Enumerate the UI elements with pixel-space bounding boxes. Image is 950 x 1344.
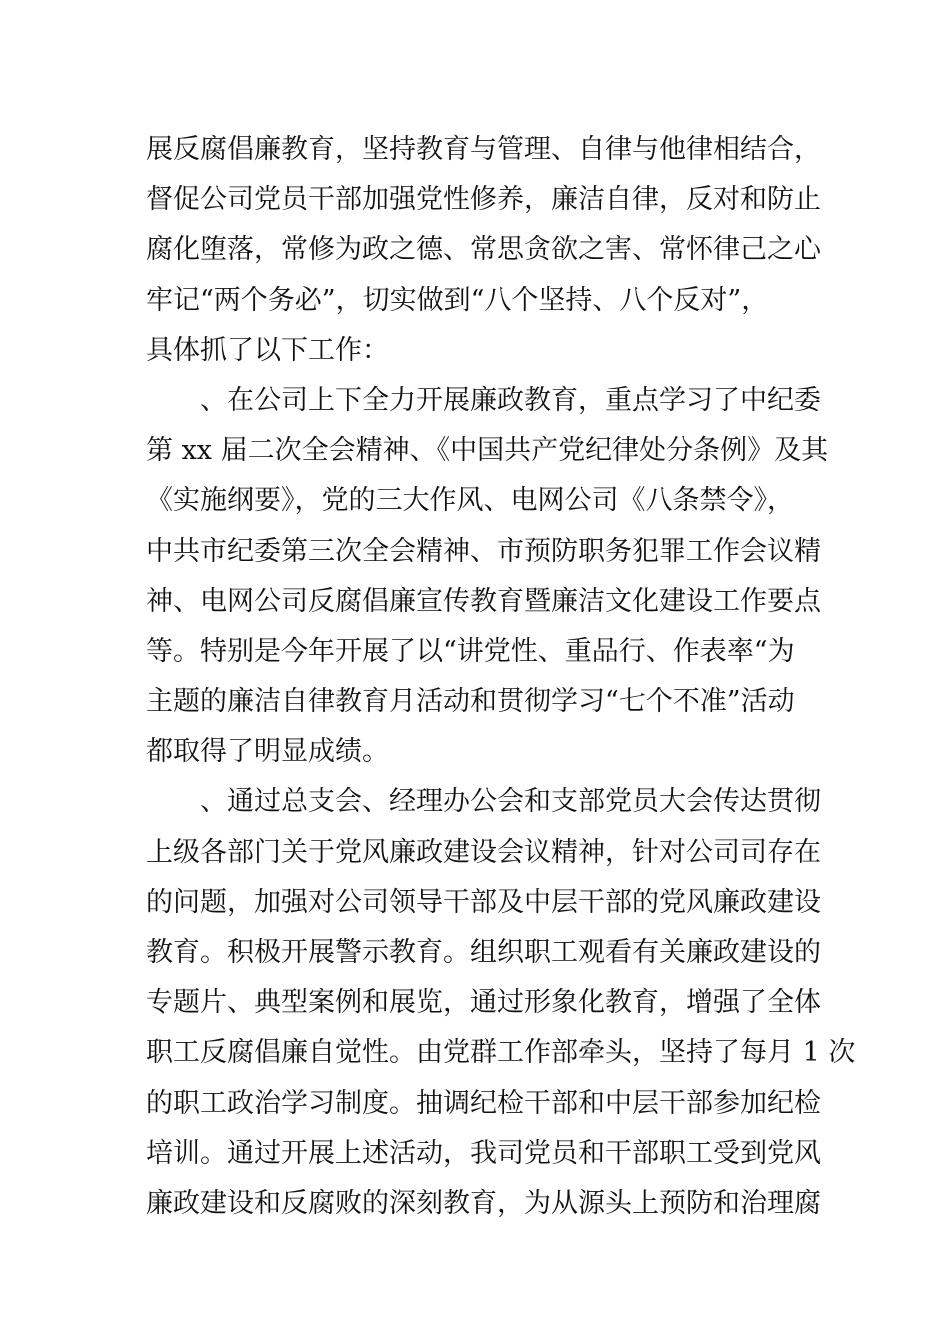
text-line: 神、电网公司反腐倡廉宣传教育暨廉洁文化建设工作要点 — [146, 585, 821, 617]
text-line: 专题片、典型案例和展览，通过形象化教育，增强了全体 — [146, 987, 821, 1019]
text-line: 具体抓了以下工作： — [146, 334, 389, 366]
text-line: 的问题，加强对公司领导干部及中层干部的党风廉政建设 — [146, 886, 821, 918]
text-line: 、通过总支会、经理办公会和支部党员大会传达贯彻 — [200, 786, 821, 818]
paragraph — [146, 777, 856, 1229]
text-line: 、在公司上下全力开展廉政教育，重点学习了中纪委 — [200, 384, 821, 416]
text-line: 督促公司党员干部加强党性修养，廉洁自律，反对和防止 — [146, 184, 821, 216]
text-line: 第 xx 届二次全会精神、《中国共产党纪律处分条例》及其 — [146, 435, 829, 467]
paragraph — [146, 376, 829, 778]
text-line: 展反腐倡廉教育，坚持教育与管理、自律与他律相结合， — [146, 134, 821, 165]
text-line: 《实施纲要》，党的三大作风、电网公司《八条禁令》， — [146, 485, 794, 517]
text-line: 腐化堕落，常修为政之德、常思贪欲之害、常怀律己之心 — [146, 234, 821, 266]
text-line: 等。特别是今年开展了以“讲党性、重品行、作表率“为 — [146, 635, 795, 667]
text-line: 牢记“两个务必”，切实做到“八个坚持、八个反对”， — [146, 284, 769, 316]
text-line: 培训。通过开展上述活动，我司党员和干部职工受到党风 — [146, 1137, 821, 1169]
text-line: 都取得了明显成绩。 — [146, 736, 389, 768]
text-line: 中共市纪委第三次全会精神、市预防职务犯罪工作会议精 — [146, 535, 821, 567]
paragraph — [146, 125, 821, 376]
text-line: 主题的廉洁自律教育月活动和贯彻学习“七个不准”活动 — [146, 686, 795, 718]
document-body — [146, 125, 856, 1229]
text-line: 上级各部门关于党风廉政建设会议精神，针对公司司存在 — [146, 836, 821, 868]
text-line: 的职工政治学习制度。抽调纪检干部和中层干部参加纪检 — [146, 1087, 821, 1119]
text-line: 廉政建设和反腐败的深刻教育，为从源头上预防和治理腐 — [146, 1187, 821, 1219]
text-line: 职工反腐倡廉自觉性。由党群工作部牵头，坚持了每月 1 次 — [146, 1037, 856, 1069]
text-line: 教育。积极开展警示教育。组织职工观看有关廉政建设的 — [146, 937, 821, 968]
